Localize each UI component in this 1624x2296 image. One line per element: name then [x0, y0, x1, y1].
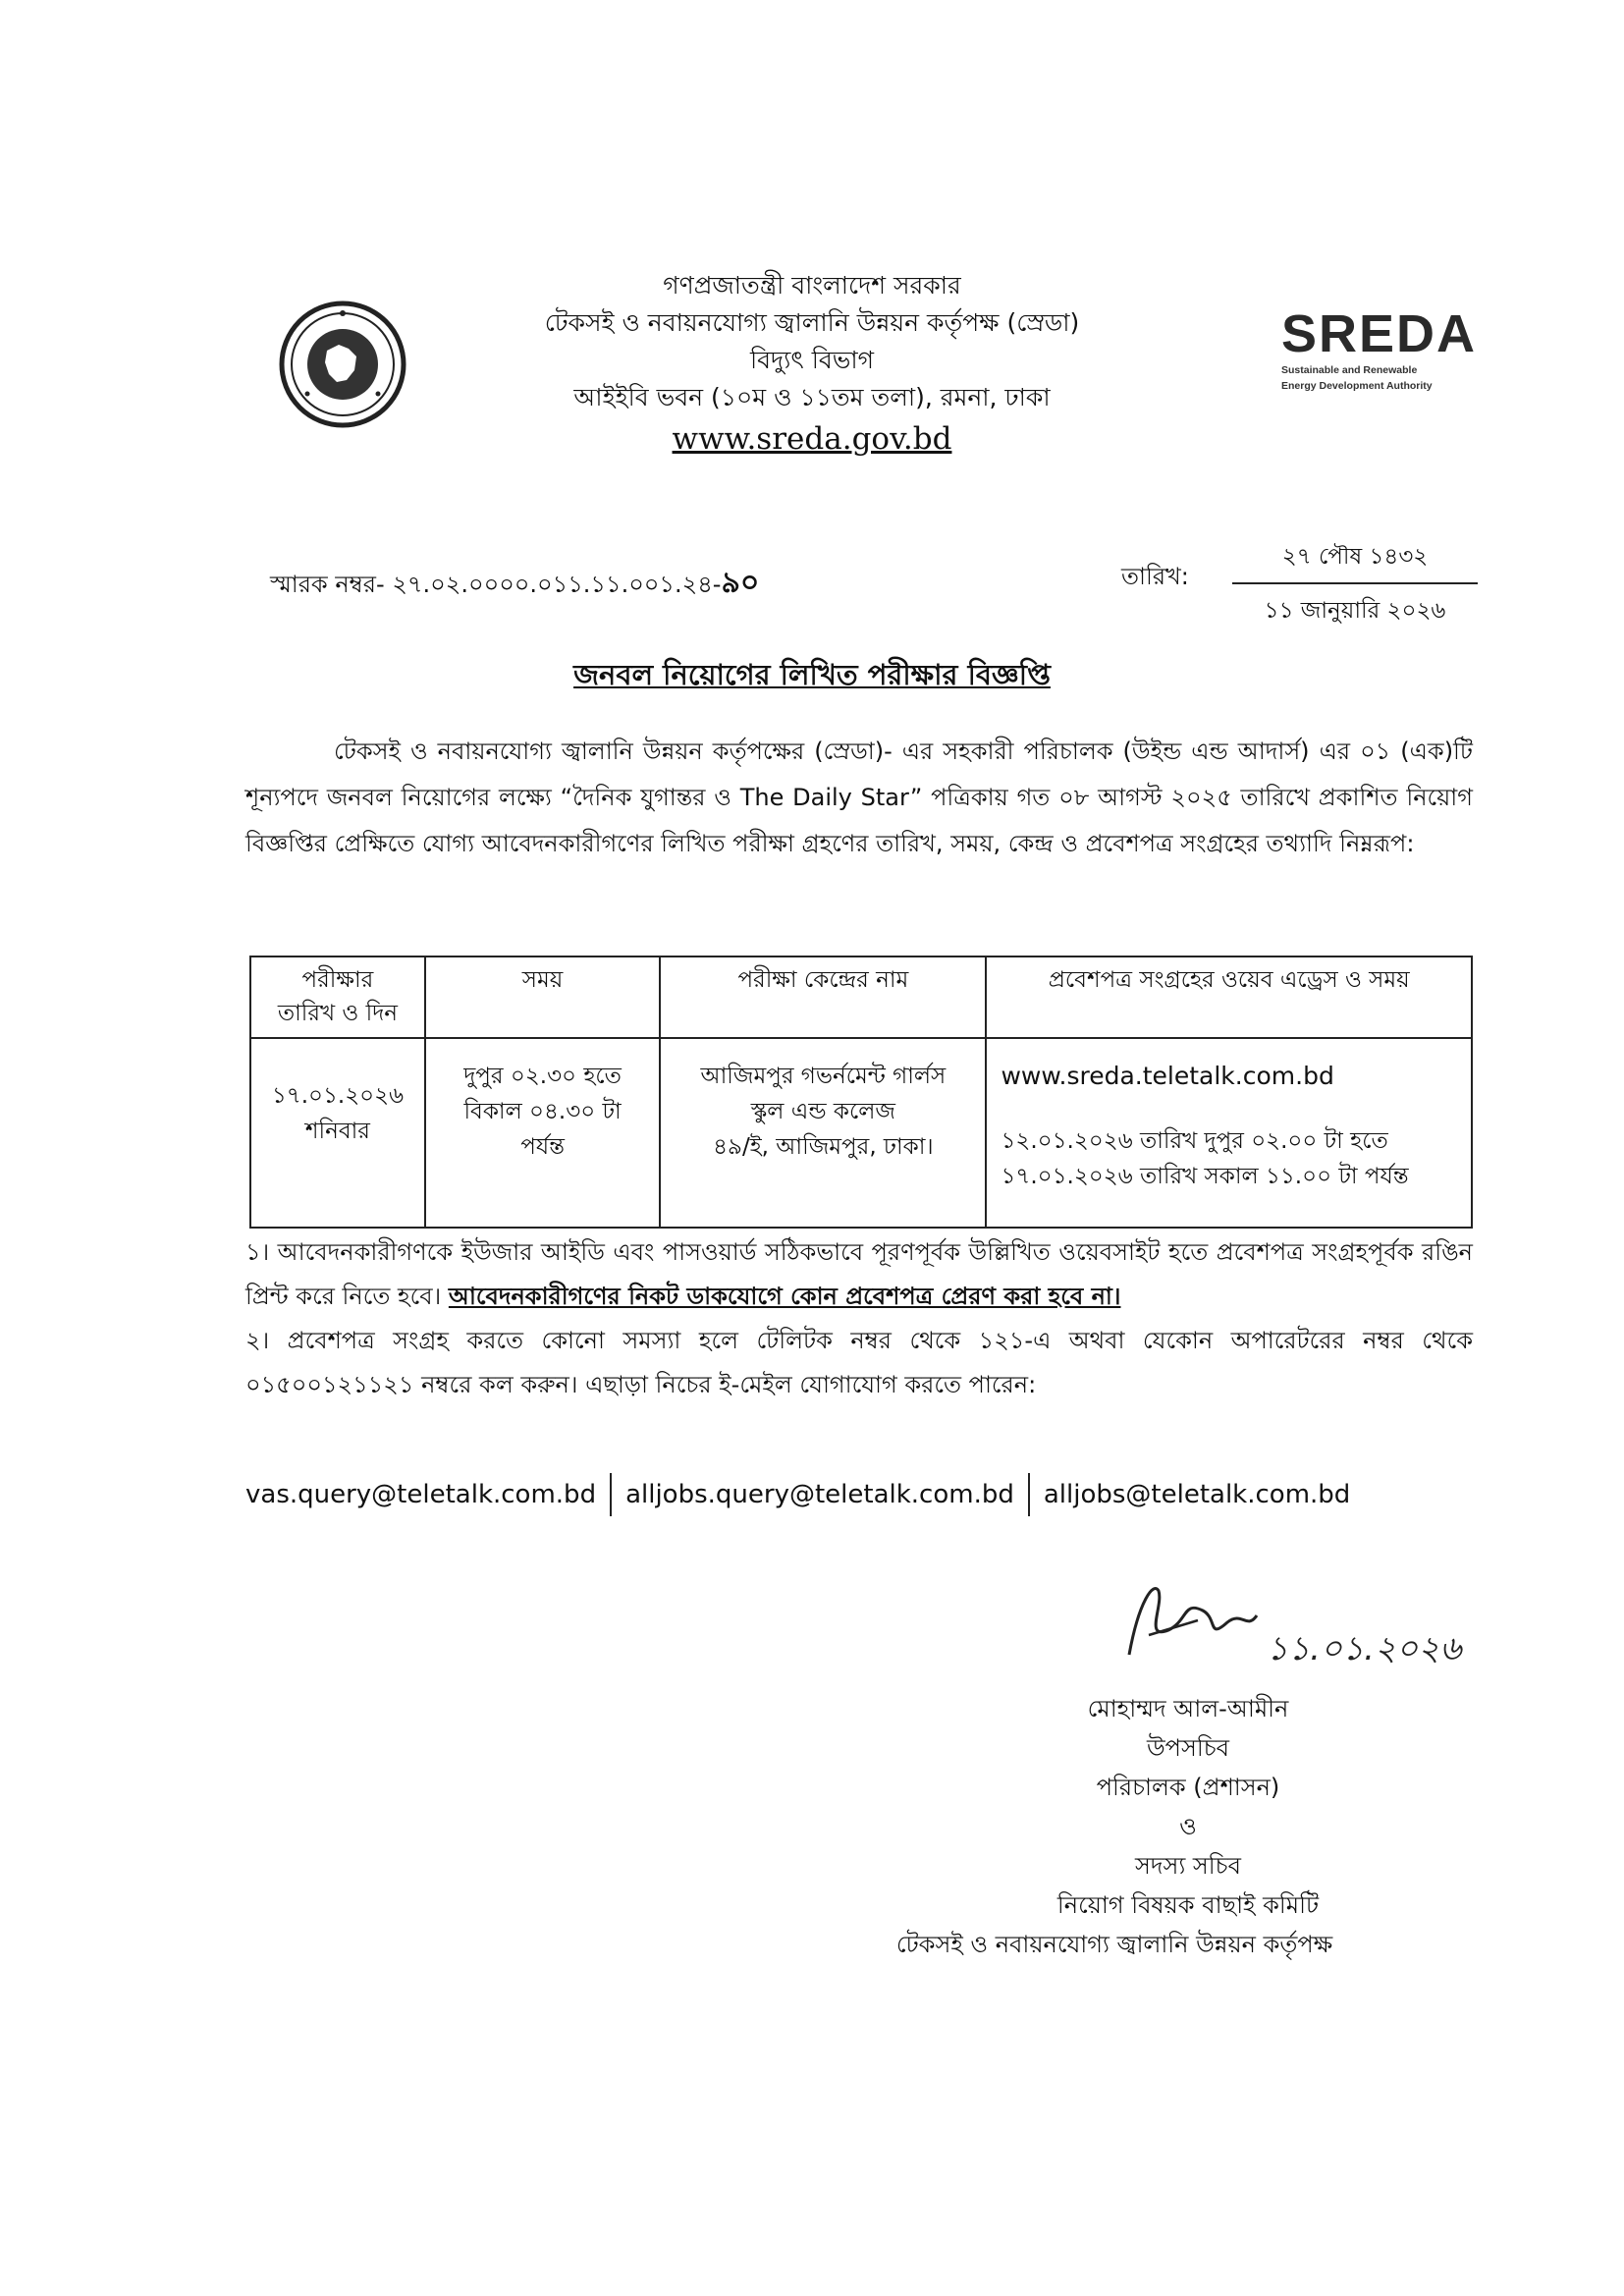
header-center: পরীক্ষা কেন্দ্রের নাম	[660, 957, 986, 1038]
table-row	[250, 1038, 1472, 1228]
signer-designation-4: নিয়োগ বিষয়ক বাছাই কমিটি	[1056, 1891, 1320, 1919]
handwritten-signature	[1110, 1561, 1463, 1679]
memo-label: স্মারক নম্বর-	[270, 571, 385, 598]
email-link-alljobs[interactable]: alljobs@teletalk.com.bd	[1043, 1480, 1351, 1509]
letterhead	[412, 267, 1212, 458]
exam-day: শনিবার	[304, 1119, 370, 1144]
cell-time	[425, 1038, 660, 1228]
header-date-day-line2: তারিখ ও দিন	[277, 1001, 399, 1026]
signer-designation-2: পরিচালক (প্রশাসন)	[1096, 1774, 1280, 1801]
signature-date: ১১.০১.২০২৬	[1267, 1629, 1462, 1668]
notice-title-text: জনবল নিয়োগের লিখিত পরীক্ষার বিজ্ঞপ্তি	[573, 658, 1051, 691]
email-link-vas[interactable]: vas.query@teletalk.com.bd	[245, 1480, 597, 1509]
center-line-3: ৪৯/ই, আজিমপুর, ঢাকা।	[713, 1134, 934, 1160]
office-address: আইইবি ভবন (১০ম ও ১১তম তলা), রমনা, ঢাকা	[573, 383, 1051, 411]
time-line-2: বিকাল ০৪.৩০ টা	[463, 1099, 622, 1124]
header-date-day-line1: পরীক্ষার	[301, 967, 374, 993]
admit-end: ১৭.০১.২০২৬ তারিখ সকাল ১১.০০ টা পর্যন্ত	[1001, 1164, 1409, 1189]
table-header-row	[250, 957, 1472, 1038]
division-name: বিদ্যুৎ বিভাগ	[749, 346, 875, 374]
date-english: ১১ জানুয়ারি ২০২৬	[1264, 598, 1446, 624]
sreda-logo	[1281, 304, 1478, 392]
instruction-1-text: ১। আবেদনকারীগণকে ইউজার আইডি এবং পাসওয়ার্ড সঠিকভাবে পূরণপূর্বক উল্লিখিত ওয়েবসাইট হতে প্রবেশপত্র সংগ্রহপূর্বক রঙিন প্রিন্ট করে নিতে হবে।	[245, 1238, 1473, 1310]
instructions	[245, 1230, 1473, 1407]
signer-designation-1: উপসচিব	[1146, 1734, 1230, 1762]
exam-date: ১৭.০১.২০২৬	[271, 1083, 405, 1109]
exam-schedule-table	[249, 956, 1473, 1229]
header-time: সময়	[425, 957, 660, 1038]
government-seal-icon	[278, 300, 407, 429]
government-name: গণপ্রজাতন্ত্রী বাংলাদেশ সরকার	[663, 271, 961, 300]
instruction-2: ২। প্রবেশপত্র সংগ্রহ করতে কোনো সমস্যা হলে টেলিটক নম্বর থেকে ১২১-এ অথবা যেকোন অপারেটরের নম্বর থেকে ০১৫০০১২১১২১ নম্বরে কল করুন। এছাড়া নিচের ই-মেইল যোগাযোগ করতে পারেন:	[245, 1327, 1473, 1398]
instruction-1-warning: আবেদনকারীগণের নিকট ডাকযোগে কোন প্রবেশপত্র প্রেরণ করা হবে না।	[448, 1283, 1121, 1310]
header-admit: প্রবেশপত্র সংগ্রহের ওয়েব এড্রেস ও সময়	[986, 957, 1472, 1038]
email-link-alljobs-query[interactable]: alljobs.query@teletalk.com.bd	[625, 1480, 1014, 1509]
time-line-3: পর্যন্ত	[520, 1134, 565, 1160]
authority-name: টেকসই ও নবায়নযোগ্য জ্বালানি উন্নয়ন কর্তৃপক্ষ (স্রেডা)	[544, 308, 1080, 337]
memo-number	[270, 559, 759, 609]
signer-conjunction: ও	[1179, 1813, 1197, 1840]
header-date-day	[250, 957, 425, 1038]
center-line-2: স্কুল এন্ড কলেজ	[750, 1099, 895, 1124]
signer-name: মোহাম্মদ আল-আমীন	[1087, 1695, 1289, 1722]
cell-center	[660, 1038, 986, 1228]
signer-designation-3: সদস্য সচিব	[1135, 1852, 1241, 1880]
admit-website-link[interactable]: www.sreda.teletalk.com.bd	[1001, 1062, 1334, 1090]
notice-title	[0, 653, 1624, 701]
notice-paragraph: টেকসই ও নবায়নযোগ্য জ্বালানি উন্নয়ন কর্তৃপক্ষের (স্রেডা)- এর সহকারী পরিচালক (উইন্ড এন্ড আদার্স) এর ০১ (এক)টি শূন্যপদে জনবল নিয়োগের লক্ষ্যে “দৈনিক যুগান্তর ও The Daily Star” পত্রিকায় গত ০৮ আগস্ট ২০২৫ তারিখে প্রকাশিত নিয়োগ বিজ্ঞপ্তির প্রেক্ষিতে যোগ্য আবেদনকারীগণের লিখিত পরীক্ষা গ্রহণের তারিখ, সময়, কেন্দ্র ও প্রবেশপত্র সংগ্রহের তথ্যাদি নিম্নরূপ:	[245, 738, 1473, 857]
time-line-1: দুপুর ০২.৩০ হতে	[463, 1064, 622, 1089]
date-block	[1232, 538, 1478, 630]
logo-tagline-2: Energy Development Authority	[1281, 380, 1433, 392]
cell-admit	[986, 1038, 1472, 1228]
divider	[1028, 1473, 1030, 1516]
center-line-1: আজিমপুর গভর্নমেন্ট গার্লস	[700, 1064, 947, 1089]
logo-wordmark: SREDA	[1281, 304, 1478, 363]
signer-organization: টেকসই ও নবায়নযোগ্য জ্বালানি উন্নয়ন কর্তৃপক্ষ	[895, 1931, 1333, 1958]
contact-emails	[245, 1473, 1350, 1516]
divider	[610, 1473, 612, 1516]
date-bangla: ২৭ পৌষ ১৪৩২	[1232, 538, 1478, 584]
date-label: তারিখ:	[1121, 563, 1189, 590]
logo-tagline-1: Sustainable and Renewable	[1281, 364, 1418, 376]
cell-date-day	[250, 1038, 425, 1228]
instruction-1	[245, 1230, 1473, 1319]
memo-value: ২৭.০২.০০০০.০১১.১১.০০১.২৪-	[392, 571, 722, 598]
admit-start: ১২.০১.২০২৬ তারিখ দুপুর ০২.০০ টা হতে	[1001, 1128, 1388, 1154]
memo-handwritten-number: ৯০	[721, 566, 760, 600]
website-link[interactable]: www.sreda.gov.bd	[672, 421, 952, 457]
signer-block	[895, 1689, 1463, 1964]
